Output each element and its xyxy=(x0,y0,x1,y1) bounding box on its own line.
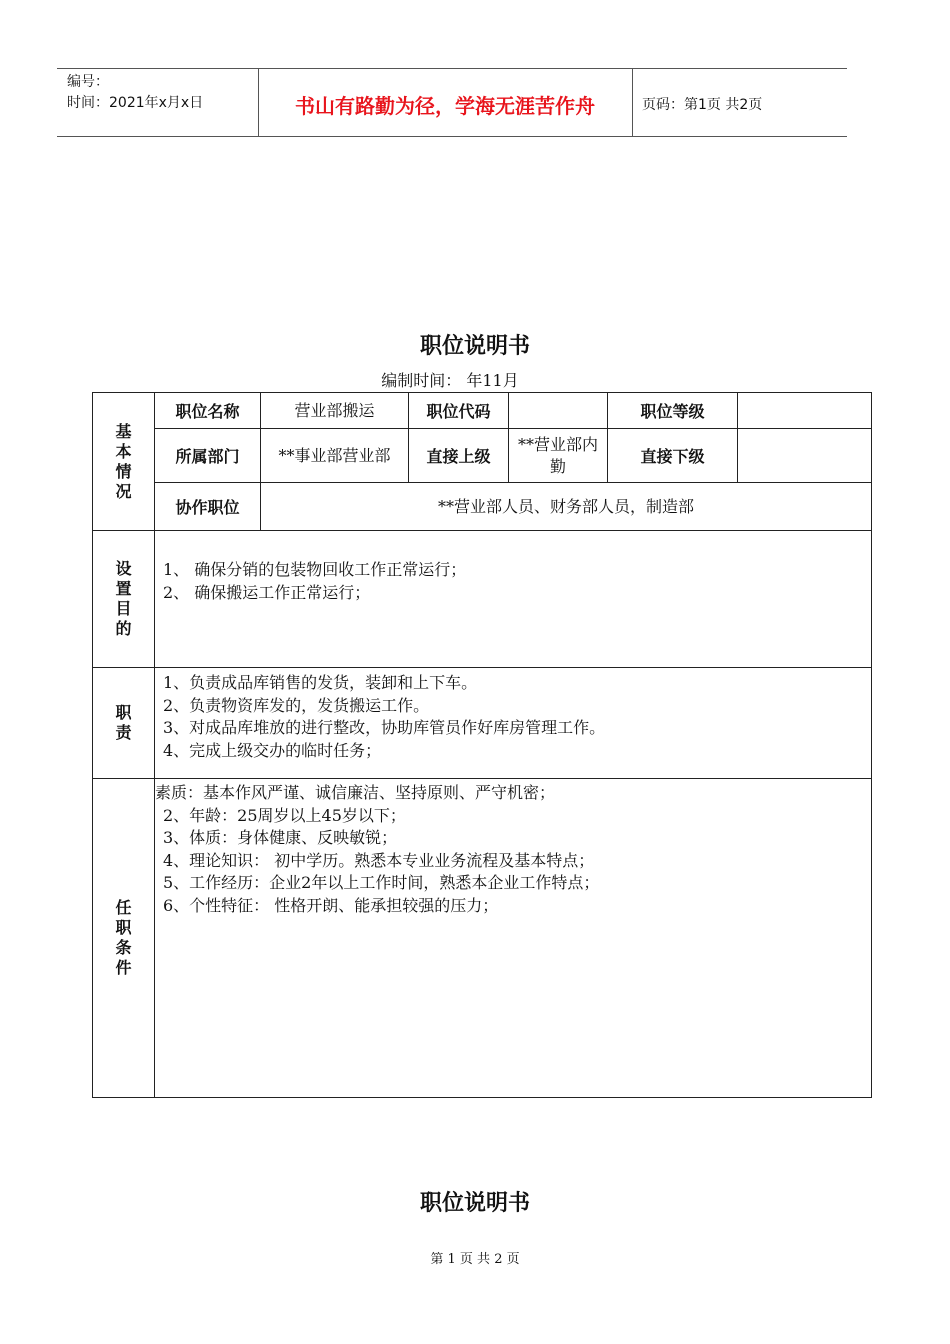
superior-label: 直接上级 xyxy=(409,429,509,483)
duties-list xyxy=(155,668,872,779)
purpose-section-label: 设置目的 xyxy=(93,531,155,668)
requirement-item: 3、体质：身体健康、反映敏锐； xyxy=(163,828,398,847)
cooperation-value: **营业部人员、财务部人员，制造部 xyxy=(261,483,872,531)
position-grade-value xyxy=(738,393,872,429)
position-description-table xyxy=(92,392,872,1098)
header-time-label: 时间：2021年x月x日 xyxy=(67,95,204,111)
superior-text: **营业部内勤 xyxy=(517,434,598,476)
position-code-label: 职位代码 xyxy=(409,393,509,429)
compiled-time: 编制时间： 年11月 xyxy=(381,371,519,390)
subordinate-value xyxy=(738,429,872,483)
department-value xyxy=(261,429,409,483)
header-page-label: 页码：第1页 共2页 xyxy=(642,97,763,113)
subordinate-label: 直接下级 xyxy=(608,429,738,483)
document-title-repeat: 职位说明书 xyxy=(419,1191,530,1216)
page-footer: 第 1 页 共 2 页 xyxy=(430,1252,520,1267)
position-code-value xyxy=(509,393,608,429)
requirement-item: 5、工作经历：企业2年以上工作时间，熟悉本企业工作特点； xyxy=(163,873,600,892)
duty-item: 4、完成上级交办的临时任务； xyxy=(163,740,382,760)
requirement-item: 4、理论知识： 初中学历。熟悉本专业业务流程及基本特点； xyxy=(163,850,595,870)
requirement-item: 素质：基本作风严谨、诚信廉洁、坚持原则、严守机密； xyxy=(155,783,556,802)
duty-item: 2、负责物资库发的，发货搬运工作。 xyxy=(163,695,430,715)
superior-value xyxy=(509,429,608,483)
requirements-section-label: 任职条件 xyxy=(93,779,155,1098)
basic-info-section-label: 基本情况 xyxy=(93,393,155,531)
position-grade-label: 职位等级 xyxy=(608,393,738,429)
requirement-item: 2、年龄：25周岁以上45岁以下； xyxy=(163,805,406,825)
position-name-value: 营业部搬运 xyxy=(261,393,409,429)
cooperation-label: 协作职位 xyxy=(155,483,261,531)
header-motto: 书山有路勤为径，学海无涯苦作舟 xyxy=(295,94,595,118)
header-top-rule xyxy=(57,68,847,69)
header-divider-right xyxy=(632,68,633,136)
requirements-list xyxy=(155,779,872,1098)
header-bottom-rule xyxy=(57,136,847,137)
document-title: 职位说明书 xyxy=(419,334,530,359)
purpose-list xyxy=(155,531,872,668)
requirement-item: 6、个性特征： 性格开朗、能承担较强的压力； xyxy=(163,895,499,915)
duties-section-label: 职责 xyxy=(93,668,155,779)
header-number-label: 编号： xyxy=(67,74,109,90)
purpose-item: 2、 确保搬运工作正常运行； xyxy=(163,582,371,602)
duty-item: 1、负责成品库销售的发货，装卸和上下车。 xyxy=(163,673,478,692)
department-text: **事业部营业部 xyxy=(278,445,391,465)
position-name-label: 职位名称 xyxy=(155,393,261,429)
department-label: 所属部门 xyxy=(155,429,261,483)
duty-item: 3、对成品库堆放的进行整改，协助库管员作好库房管理工作。 xyxy=(163,718,606,737)
purpose-item: 1、 确保分销的包装物回收工作正常运行； xyxy=(163,560,467,579)
